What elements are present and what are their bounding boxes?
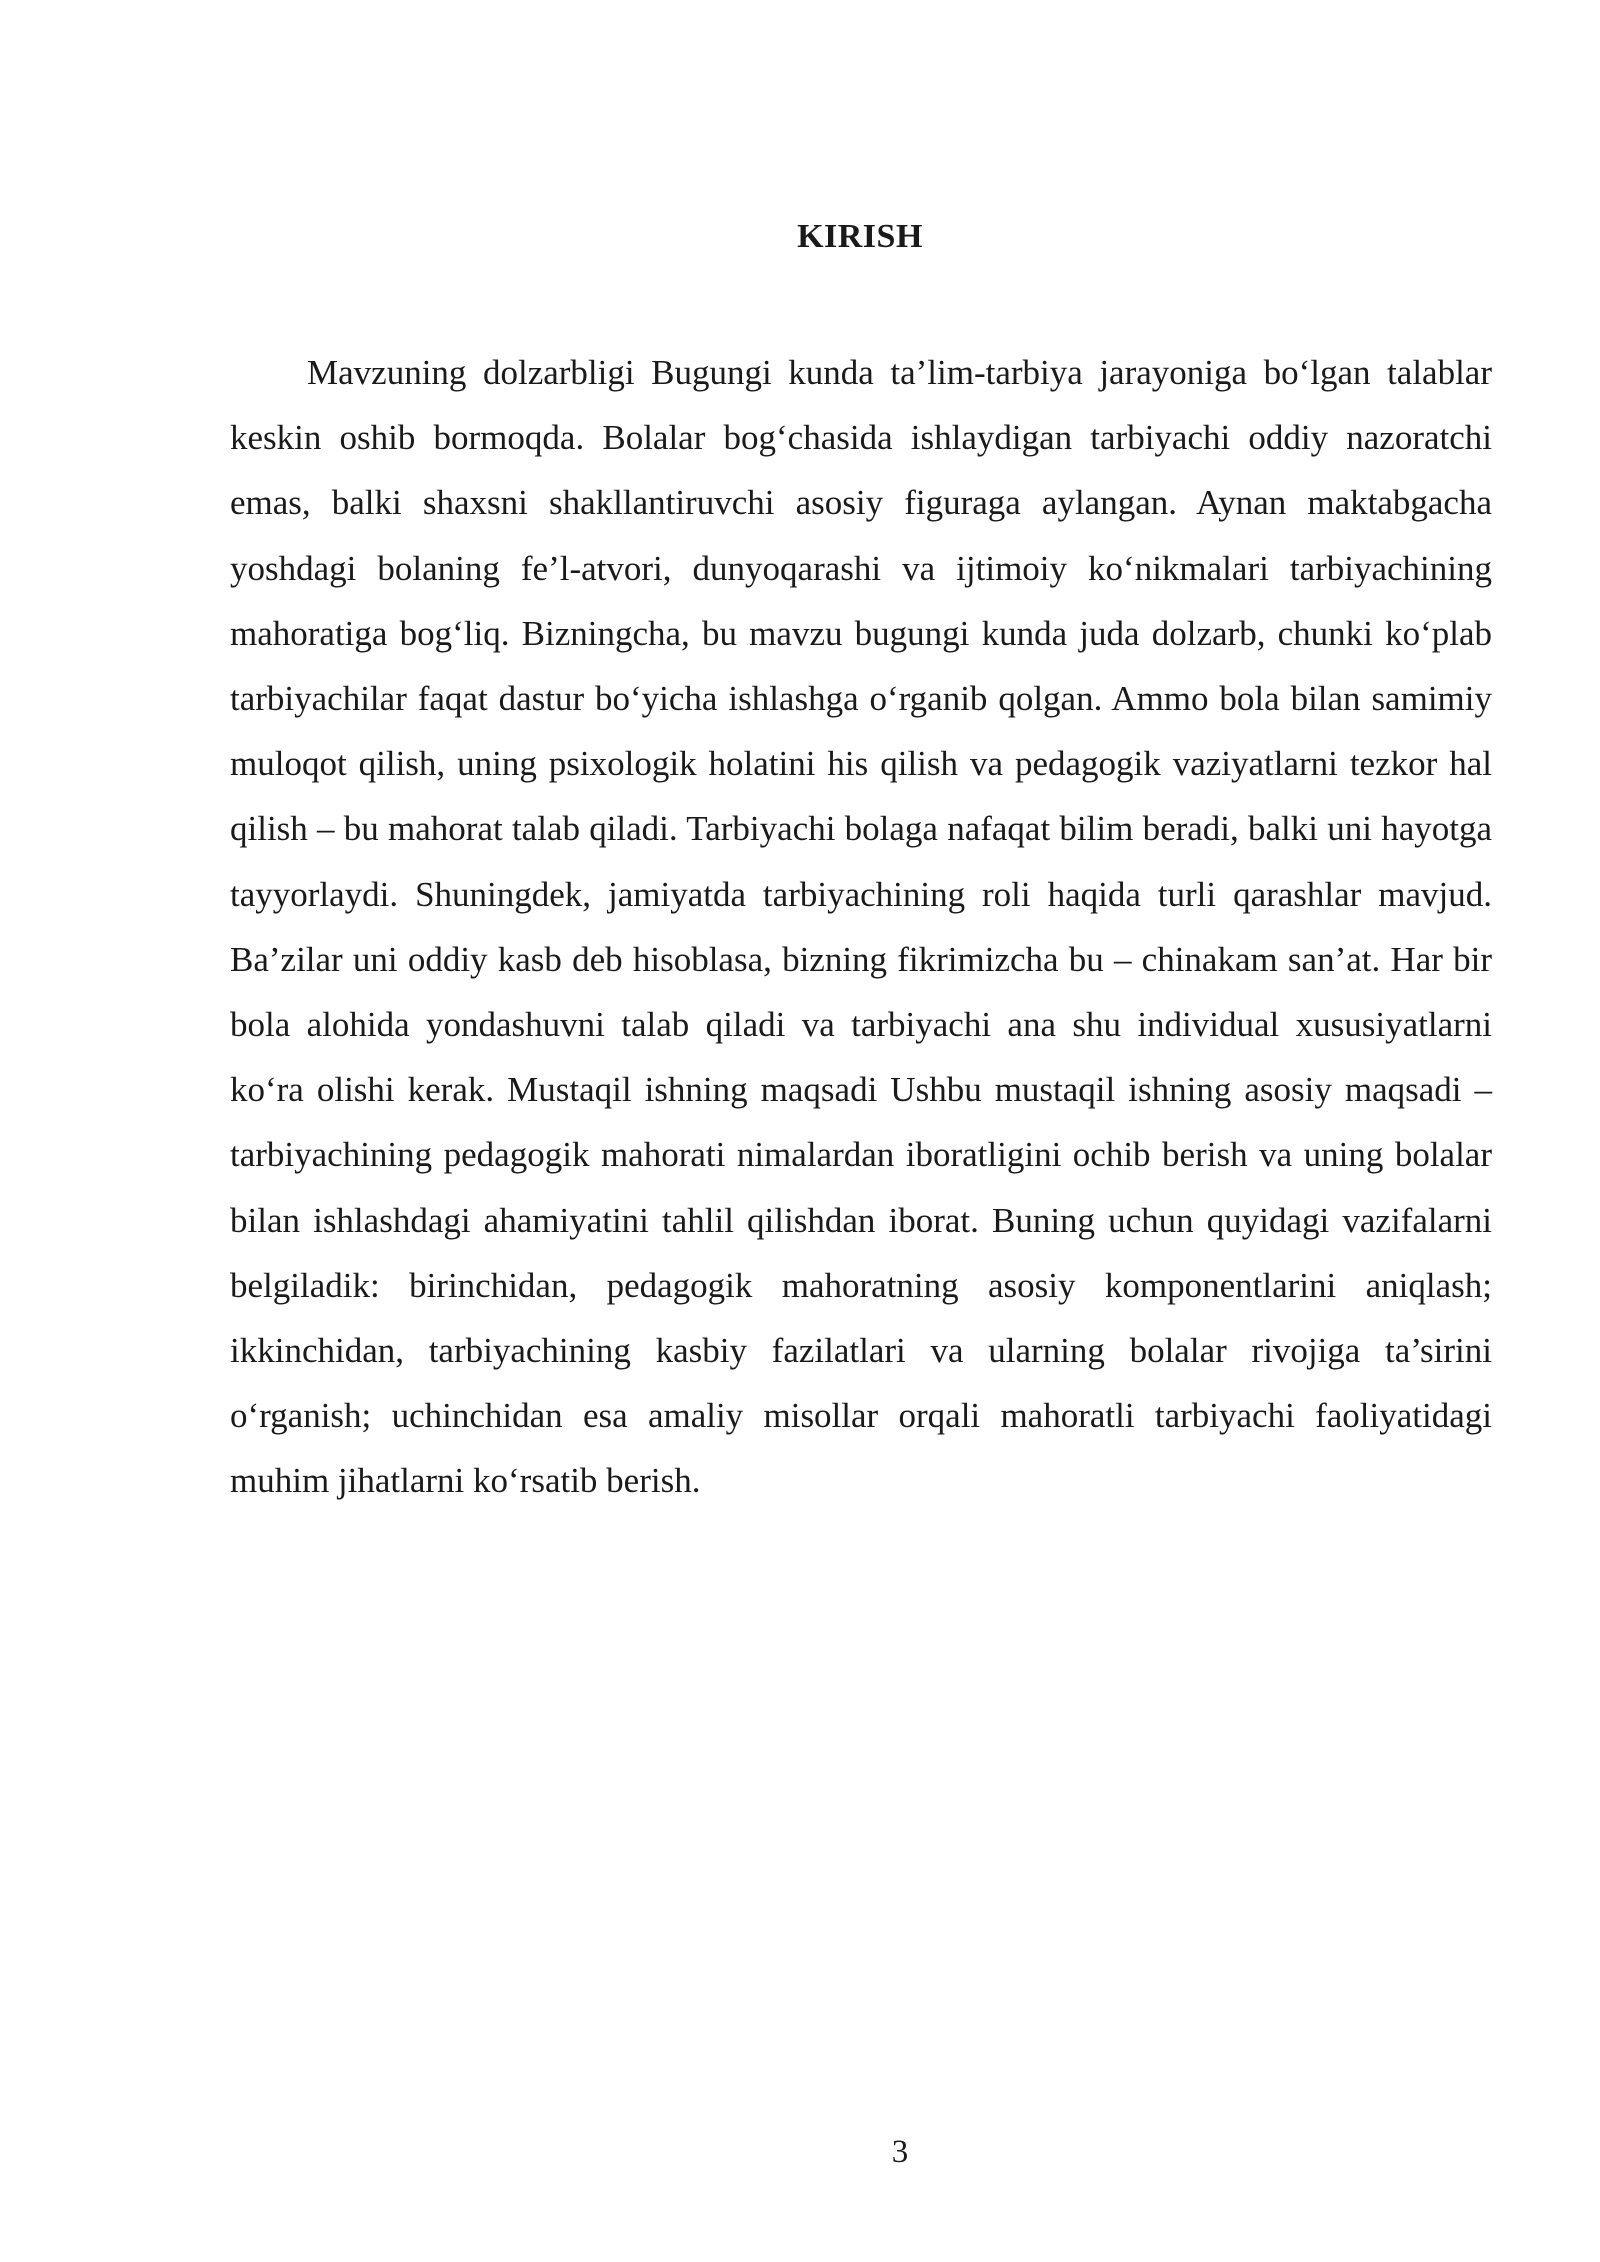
section-title: KIRISH bbox=[797, 218, 923, 255]
page-number: 3 bbox=[891, 2134, 909, 2170]
body-paragraph: Mavzuning dolzarbligi Bugungi kunda ta’lim-tarbiya jarayoniga bo‘lgan talablar keskin oshib bormoqda. Bolalar bog‘chasida ishlaydigan tarbiyachi oddiy nazoratchi emas, balki shaxsni shakllantiruvchi asosiy figuraga aylangan. Aynan maktabgacha yoshdagi bolaning fe’l-atvori, dunyoqarashi va ijtimoiy ko‘nikmalari tarbiyachining mahoratiga bog‘liq. Bizningcha, bu mavzu bugungi kunda juda dolzarb, chunki ko‘plab tarbiyachilar faqat dastur bo‘yicha ishlashga o‘rganib qolgan. Ammo bola bilan samimiy muloqot qilish, uning psixologik holatini his qilish va pedagogik vaziyatlarni tezkor hal qilish – bu mahorat talab qiladi. Tarbiyachi bolaga nafaqat bilim beradi, balki uni hayotga tayyorlaydi. Shuningdek, jamiyatda tarbiyachining roli haqida turli qarashlar mavjud. Ba’zilar uni oddiy kasb deb hisoblasa, bizning fikrimizcha bu – chinakam san’at. Har bir bola alohida yondashuvni talab qiladi va tarbiyachi ana shu individual xususiyatlarni ko‘ra olishi kerak. Mustaqil ishning maqsadi Ushbu mustaqil ishning asosiy maqsadi – tarbiyachining pedagogik mahorati nimalardan iboratligini ochib berish va uning bolalar bilan ishlashdagi ahamiyatini tahlil qilishdan iborat. Buning uchun quyidagi vazifalarni belgiladik: birinchidan, pedagogik mahoratning asosiy komponentlarini aniqlash; ikkinchidan, tarbiyachining kasbiy fazilatlari va ularning bolalar rivojiga ta’sirini o‘rganish; uchinchidan esa amaliy misollar orqali mahoratli tarbiyachi faoliyatidagi muhim jihatlarni ko‘rsatib berish. bbox=[230, 353, 1492, 1501]
